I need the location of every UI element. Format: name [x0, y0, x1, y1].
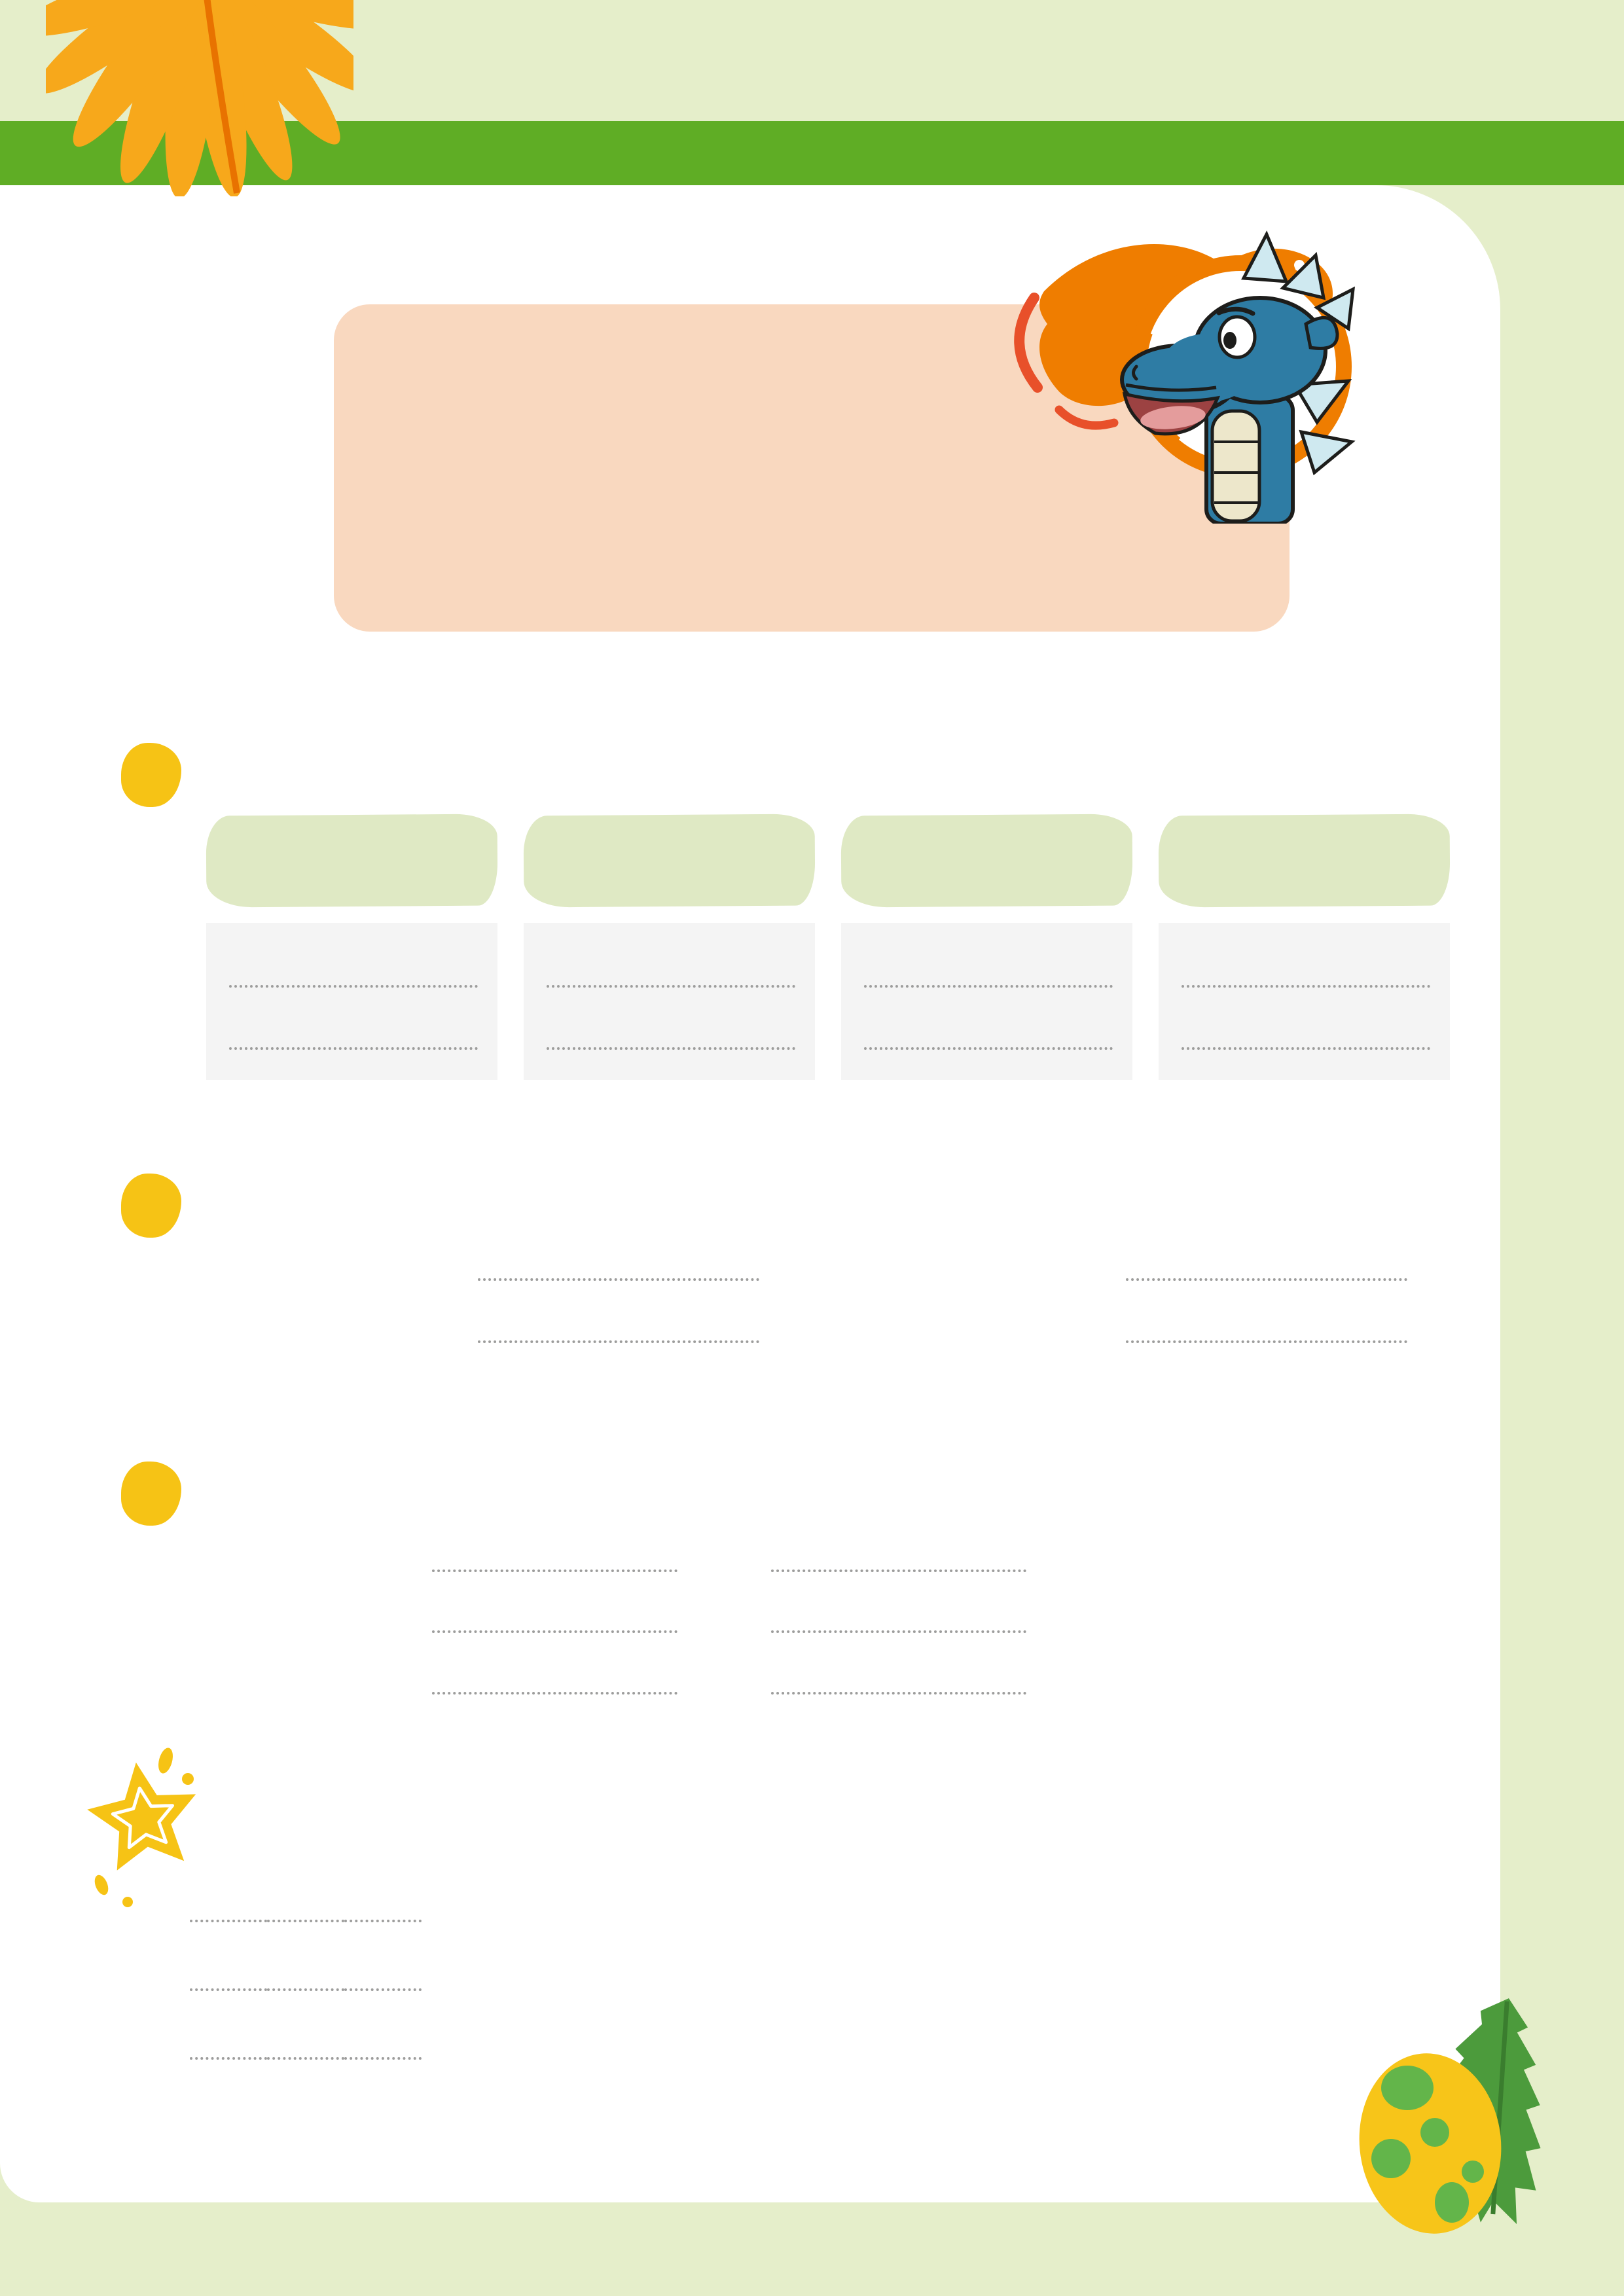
verb-row: [190, 1597, 1093, 1636]
rhyme-word-label: [1159, 814, 1451, 907]
answer-blank[interactable]: [1182, 985, 1430, 988]
answer-blank[interactable]: [478, 1278, 759, 1281]
answer-blank[interactable]: [229, 985, 478, 988]
answer-blank[interactable]: [432, 1570, 677, 1572]
answer-box: [524, 923, 815, 1080]
answer-blank[interactable]: [864, 1047, 1113, 1050]
answer-blank[interactable]: [344, 2031, 422, 2060]
exercise3-column: [841, 815, 1132, 1080]
fill-in-line: [190, 1893, 1486, 1925]
answer-blank[interactable]: [190, 2031, 267, 2060]
exercise3-column: [206, 815, 497, 1080]
answer-blank[interactable]: [1126, 1278, 1407, 1281]
answer-blank[interactable]: [190, 1893, 267, 1922]
rhyme-word-label: [841, 814, 1133, 907]
answer-blank[interactable]: [267, 1893, 344, 1922]
fill-in-line: [190, 2030, 1486, 2062]
verb-row: [190, 1659, 1093, 1698]
answer-box: [841, 923, 1132, 1080]
answer-blank[interactable]: [229, 1047, 478, 1050]
answer-blank[interactable]: [267, 2031, 344, 2060]
answer-blank[interactable]: [771, 1692, 1026, 1695]
answer-blank[interactable]: [864, 985, 1113, 988]
exercise6-star-badge: [75, 1746, 226, 1910]
answer-box: [1159, 923, 1450, 1080]
verb-row: [851, 1245, 1427, 1284]
answer-blank[interactable]: [432, 1692, 677, 1695]
dragon-ear: [1306, 317, 1337, 348]
answer-blank[interactable]: [1126, 1340, 1407, 1343]
verb-row: [190, 1245, 772, 1284]
exercise3-column: [1159, 815, 1450, 1080]
answer-blank[interactable]: [1182, 1047, 1430, 1050]
flame-accent-small: [1059, 410, 1114, 425]
verb-row: [190, 1307, 772, 1346]
exercise3-column: [524, 815, 815, 1080]
answer-blank[interactable]: [344, 1893, 422, 1922]
flame-accent: [1019, 298, 1038, 387]
star-icon: [87, 1763, 196, 1871]
answer-box: [206, 923, 497, 1080]
verb-row: [851, 1307, 1427, 1346]
rhyme-word-label: [524, 814, 816, 907]
rhyme-word-label: [206, 814, 498, 907]
answer-blank[interactable]: [771, 1570, 1026, 1572]
exercise3-table: [206, 815, 1450, 1080]
answer-blank[interactable]: [190, 1962, 267, 1991]
answer-blank[interactable]: [478, 1340, 759, 1343]
flower-illustration: [46, 0, 353, 196]
verb-row: [190, 1536, 1093, 1575]
answer-blank[interactable]: [344, 1962, 422, 1991]
egg-illustration: [1329, 1983, 1604, 2265]
fill-in-line: [190, 1962, 1486, 1994]
dragon-illustration: [1008, 216, 1401, 524]
answer-blank[interactable]: [771, 1630, 1026, 1633]
answer-blank[interactable]: [547, 985, 795, 988]
answer-blank[interactable]: [547, 1047, 795, 1050]
answer-blank[interactable]: [432, 1630, 677, 1633]
answer-blank[interactable]: [267, 1962, 344, 1991]
